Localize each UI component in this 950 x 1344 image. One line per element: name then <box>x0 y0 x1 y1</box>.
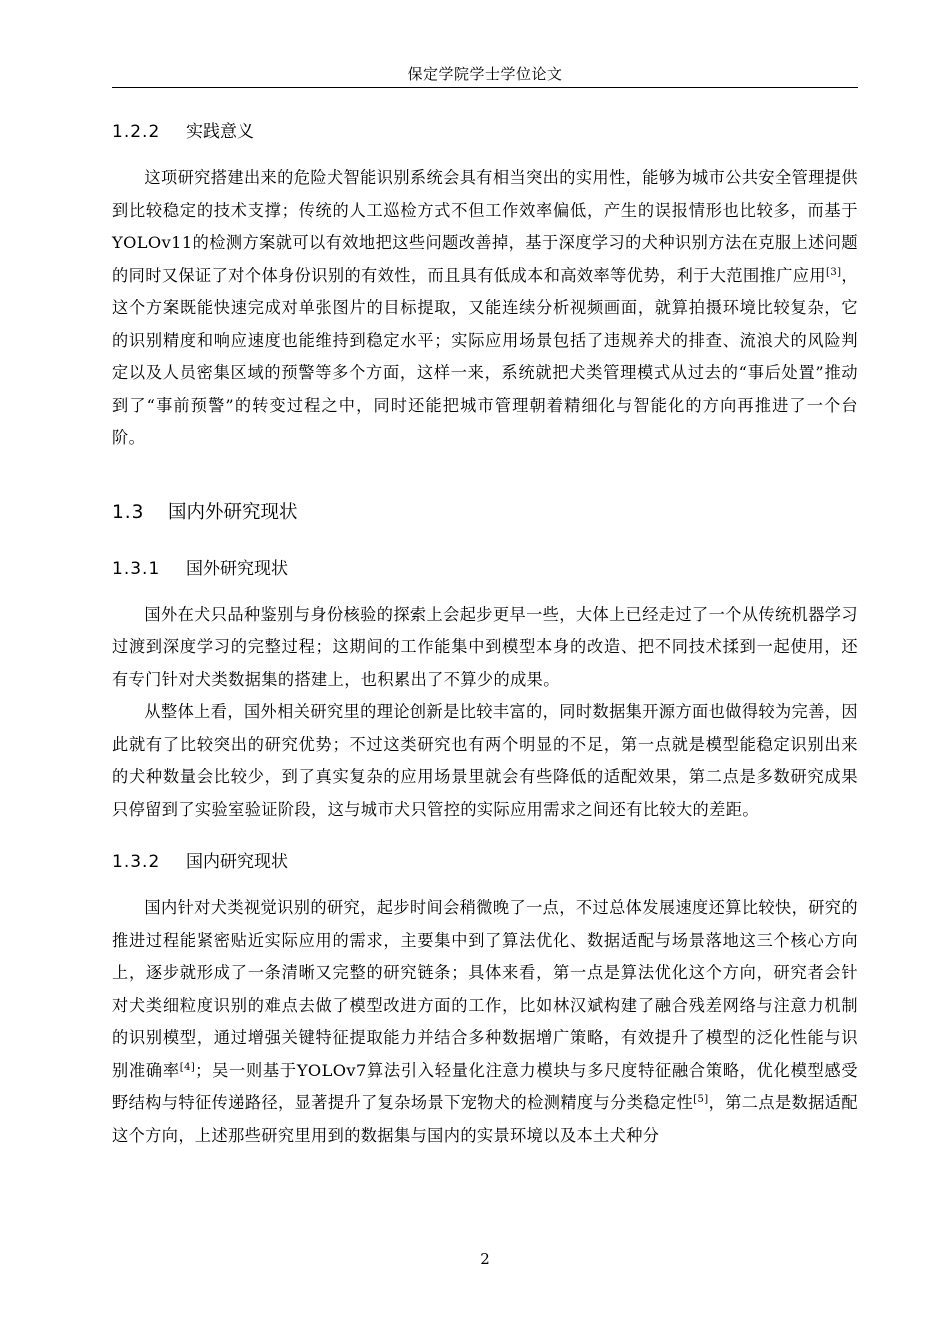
section-number: 1.2.2 <box>112 122 161 142</box>
citation-4: [4] <box>179 1061 196 1073</box>
section-number: 1.3.2 <box>112 852 161 872</box>
citation-3: [3] <box>826 266 842 278</box>
section-title: 国内外研究现状 <box>168 501 298 523</box>
section-number: 1.3.1 <box>112 558 161 579</box>
section-title: 实践意义 <box>186 122 254 142</box>
section-title: 国外研究现状 <box>186 558 288 579</box>
paragraph-foreign-research-1: 国外在犬只品种鉴别与身份核验的探索上会起步更早一些，大体上已经走过了一个从传统机器学习过渡到深度学习的完整过程；这期间的工作能集中到模型本身的改造、把不同技术揉到一起使用，还有专门针对犬类数据集的搭建上，也积累出了不算少的成果。 <box>112 604 858 689</box>
paragraph-domestic-research: 国内针对犬类视觉识别的研究，起步时间会稍微晚了一点，不过总体发展速度还算比较快，研究的推进过程能紧密贴近实际应用的需求，主要集中到了算法优化、数据适配与场景落地这三个核心方向上，逐步就形成了一条清晰又完整的研究链条；具体来看，第一点是算法优化这个方向，研究者会针对犬类细粒度识别的难点去做了模型改进方面的工作，比如林汉斌构建了融合残差网络与注意力机制的识别模型，通过增强关键特征提取能力并结合多种数据增广策略，有效提升了模型的泛化性能与识别准确率[4]；吴一则基于YOLOv7算法引入轻量化注意力模块与多尺度特征融合策略，优化模型感受野结构与特征传递路径，显著提升了复杂场景下宠物犬的检测精度与分类稳定性[5]，第二点是数据适配这个方向，上述那些研究里用到的数据集与国内的实景环境以及本土犬种分 <box>112 898 858 1145</box>
section-heading-1-3-2 <box>112 842 858 882</box>
section-number: 1.3 <box>112 501 145 523</box>
section-heading-1-2-2 <box>112 112 858 152</box>
paragraph-practical-significance: 这项研究搭建出来的危险犬智能识别系统会具有相当突出的实用性，能够为城市公共安全管理提供到比较稳定的技术支撑；传统的人工巡检方式不但工作效率偏低，产生的误报情形也比较多，而基于YOLOv11的检测方案就可以有效地把这些问题改善掉，基于深度学习的犬种识别方法在克服上述问题的同时又保证了对个体身份识别的有效性，而且具有低成本和高效率等优势，利于大范围推广应用[3]，这个方案既能快速完成对单张图片的目标提取，又能连续分析视频画面，就算拍摄环境比较复杂，它的识别精度和响应速度也能维持到稳定水平；实际应用场景包括了违规养犬的排查、流浪犬的风险判定以及人员密集区域的预警等多个方面，这样一来，系统就把犬类管理模式从过去的“事后处置”推动到了“事前预警”的转变过程之中，同时还能把城市管理朝着精细化与智能化的方向再推进了一个台阶。 <box>112 168 858 447</box>
section-heading-1-3 <box>112 493 858 533</box>
header-rule <box>112 87 858 88</box>
section-heading-1-3-1 <box>112 549 858 589</box>
section-title: 国内研究现状 <box>186 852 288 872</box>
body-content <box>112 112 858 1152</box>
page-number: 2 <box>480 1250 490 1268</box>
paragraph-foreign-research-2: 从整体上看，国外相关研究里的理论创新是比较丰富的，同时数据集开源方面也做得较为完善，因此就有了比较突出的研究优势；不过这类研究也有两个明显的不足，第一点就是模型能稳定识别出来的犬种数量会比较少，到了真实复杂的应用场景里就会有些降低的适配效果，第二点是多数研究成果只停留到了实验室验证阶段，这与城市犬只管控的实际应用需求之间还有比较大的差距。 <box>112 702 858 819</box>
running-header: 保定学院学士学位论文 <box>407 65 563 83</box>
citation-5: [5] <box>693 1094 709 1105</box>
